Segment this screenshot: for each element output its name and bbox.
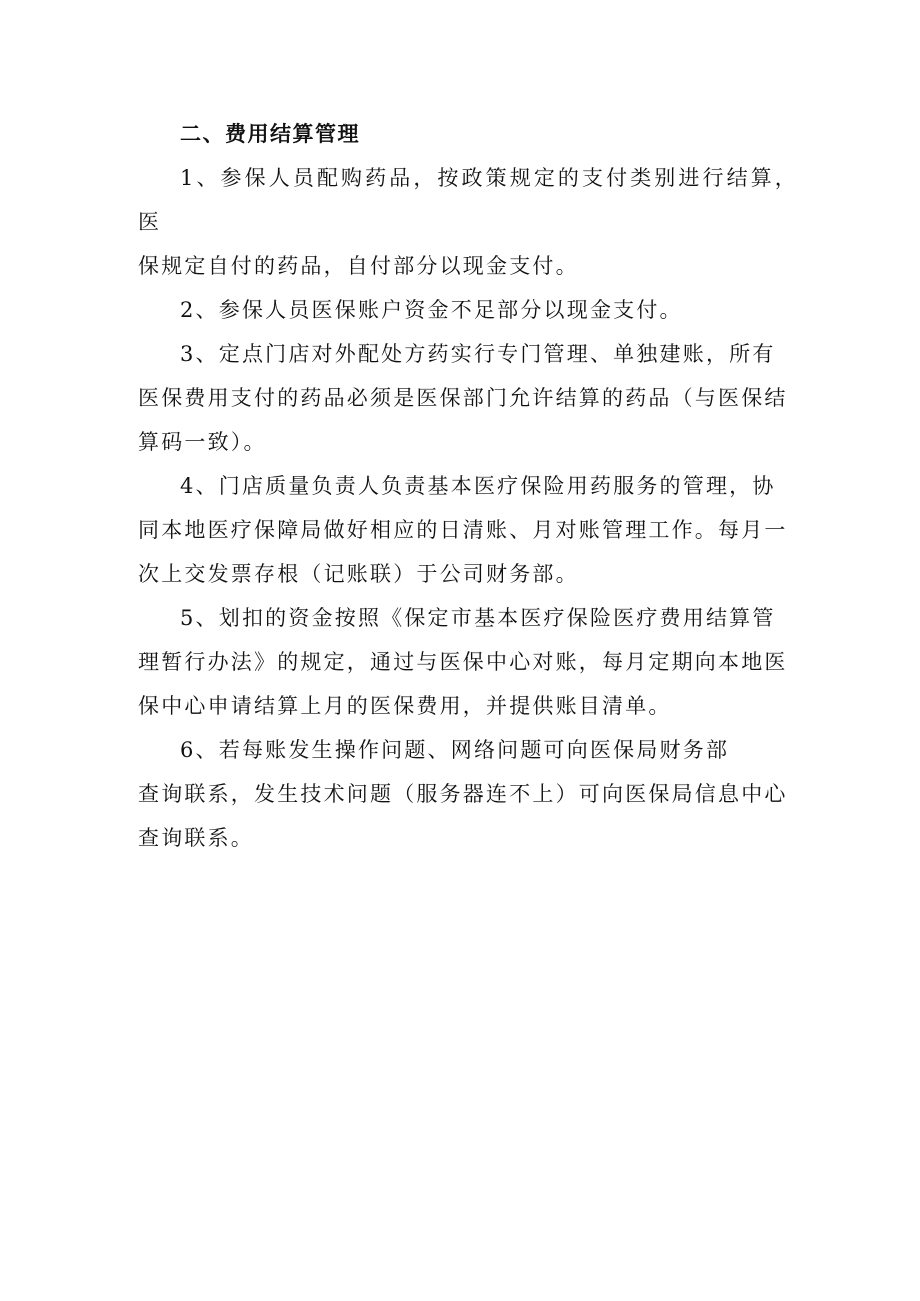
paragraph xyxy=(138,728,798,860)
paragraph xyxy=(138,332,798,464)
paragraph-line: 理暂行办法》的规定，通过与医保中心对账，每月定期向本地医 xyxy=(138,650,788,674)
paragraph xyxy=(138,156,798,288)
paragraph-list xyxy=(138,156,798,860)
paragraph xyxy=(138,288,798,332)
paragraph-line: 2、参保人员医保账户资金不足部分以现金支付。 xyxy=(180,298,683,322)
paragraph-line: 查询联系。 xyxy=(138,826,254,850)
paragraph-line: 同本地医疗保障局做好相应的日清账、月对账管理工作。每月一 xyxy=(138,518,788,542)
paragraph-line: 保规定自付的药品，自付部分以现金支付。 xyxy=(138,254,579,278)
paragraph-line: 1、参保人员配购药品，按政策规定的支付类别进行结算，医 xyxy=(138,166,798,234)
section-heading: 二、费用结算管理 xyxy=(180,122,360,146)
paragraph-line: 医保费用支付的药品必须是医保部门允许结算的药品（与医保结 xyxy=(138,386,788,410)
paragraph xyxy=(138,596,798,728)
paragraph-line: 算码一致）。 xyxy=(138,430,267,454)
paragraph xyxy=(138,464,798,596)
paragraph-line: 保中心申请结算上月的医保费用，并提供账目清单。 xyxy=(138,694,672,718)
paragraph-line: 查询联系，发生技术问题（服务器连不上）可向医保局信息中心 xyxy=(138,782,788,806)
paragraph-line: 6、若每账发生操作问题、网络问题可向医保局财务部 xyxy=(180,738,730,762)
paragraph-line: 3、定点门店对外配处方药实行专门管理、单独建账，所有 xyxy=(180,342,776,366)
paragraph-line: 5、划扣的资金按照《保定市基本医疗保险医疗费用结算管 xyxy=(180,606,776,630)
paragraph-line: 4、门店质量负责人负责基本医疗保险用药服务的管理，协 xyxy=(180,474,776,498)
document-body xyxy=(138,112,798,860)
paragraph-line: 次上交发票存根（记账联）于公司财务部。 xyxy=(138,562,579,586)
